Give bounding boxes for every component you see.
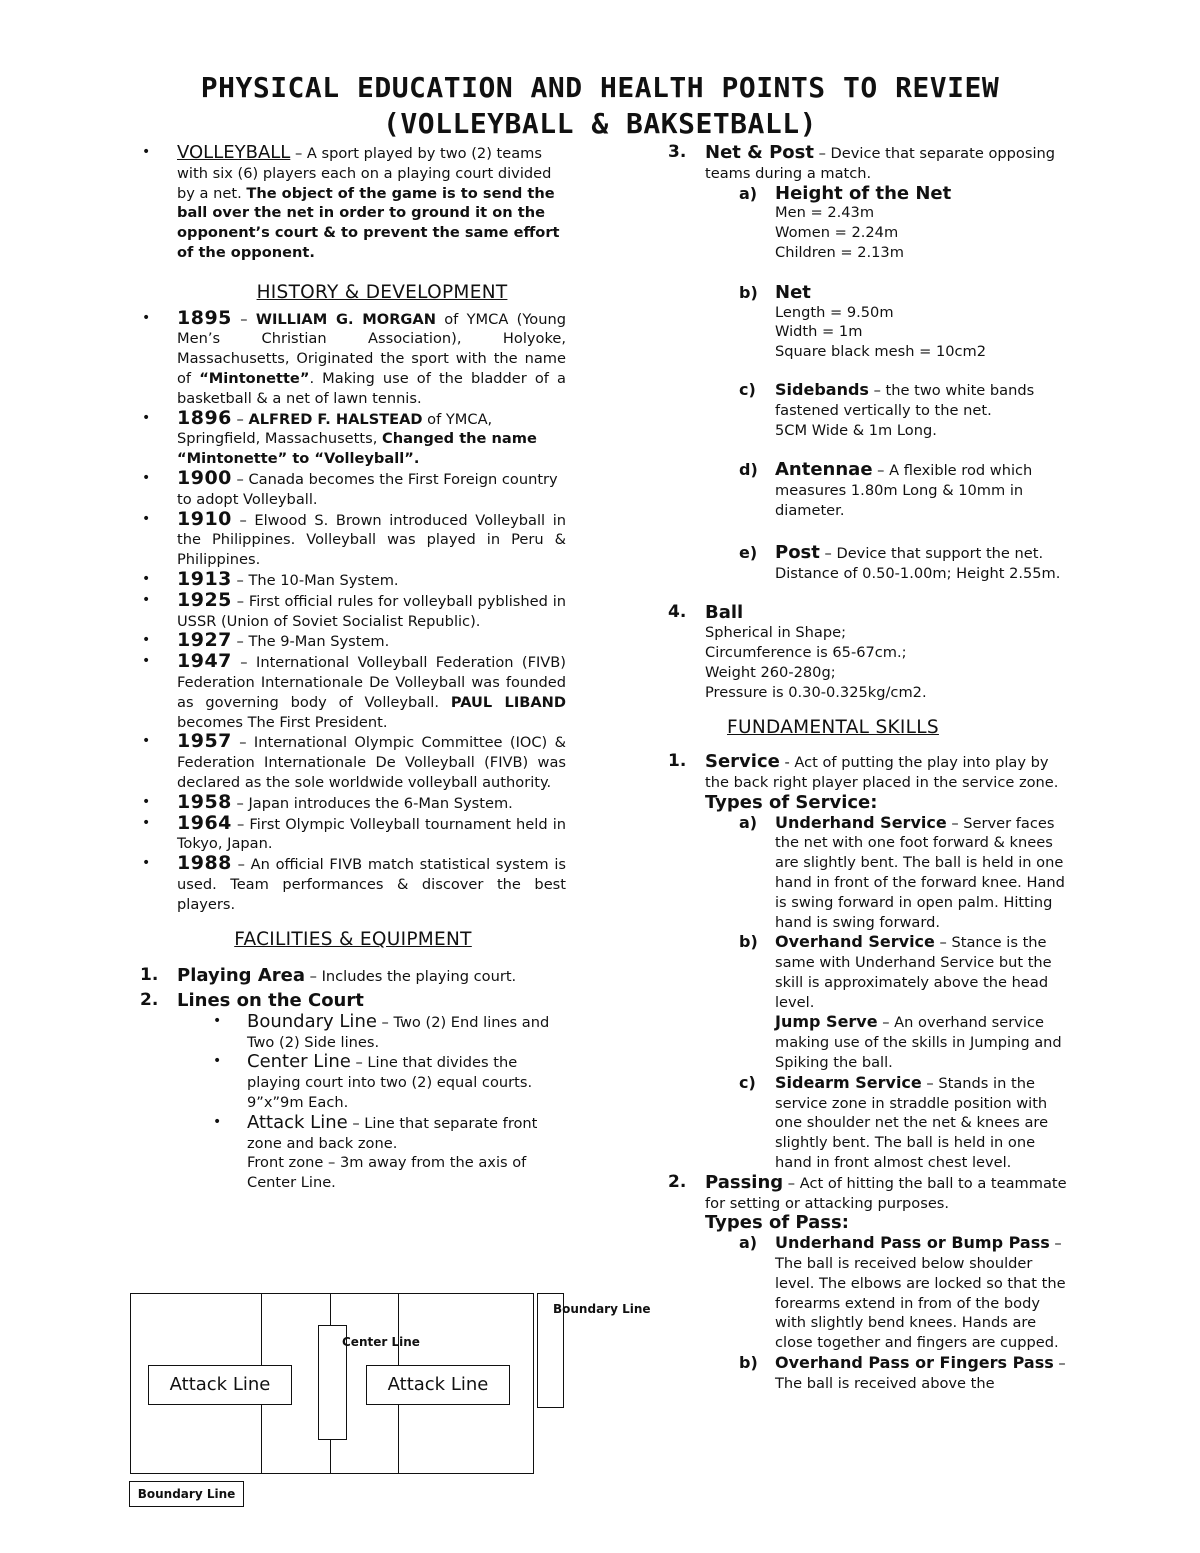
history-list <box>140 306 567 915</box>
history-year: 1988 <box>177 852 232 875</box>
sub-label: e) <box>739 542 758 562</box>
facility-title: Lines on the Court <box>177 990 364 1012</box>
history-name: ALFRED F. HALSTEAD <box>248 410 423 428</box>
history-text: Japan introduces the 6-Man System. <box>248 794 513 812</box>
history-sep: – <box>231 410 249 428</box>
history-year: 1958 <box>177 790 232 813</box>
service-type-b <box>668 932 1068 1073</box>
sub-title: Underhand Service <box>775 812 947 832</box>
history-text: Canada becomes the First Foreign country to adopt Volleyball. <box>177 470 558 508</box>
sub-line: Men = 2.43m <box>775 204 875 222</box>
service-item <box>668 752 1068 812</box>
intro-term: VOLLEYBALL <box>177 142 291 163</box>
history-item <box>140 567 566 591</box>
history-sep: – <box>231 856 251 874</box>
history-item <box>140 466 566 510</box>
bullet-icon: • <box>142 510 151 527</box>
sub-text: – A flexible rod which measures 1.80m Long & 10mm in diameter. <box>775 462 1033 519</box>
history-item <box>140 854 566 914</box>
item-number: 2. <box>140 990 159 1011</box>
history-item <box>140 631 566 652</box>
history-year: 1895 <box>177 306 232 329</box>
history-item <box>140 588 567 632</box>
net-sub-e <box>668 543 1068 584</box>
history-year: 1927 <box>177 629 232 652</box>
sub-text: – An overhand service making use of the skills in Jumping and Spiking the ball. <box>775 1014 1062 1072</box>
boundary-line-label-bottom: Boundary Line <box>129 1481 244 1507</box>
sub-line: Distance of 0.50-1.00m; Height 2.55m. <box>775 564 1061 582</box>
item-number: 1. <box>140 965 159 986</box>
item-number: 4. <box>668 602 687 623</box>
bullet-icon: • <box>142 855 151 872</box>
history-year: 1957 <box>177 730 232 753</box>
history-sep: – <box>231 571 249 589</box>
pass-type-b <box>668 1353 1068 1394</box>
bullet-icon: • <box>142 814 151 831</box>
title-line-2: (VOLLEYBALL & BAKSETBALL) <box>383 107 817 140</box>
sub-line: Width = 1m <box>775 323 863 341</box>
history-year: 1964 <box>177 811 232 834</box>
bullet-icon: • <box>142 632 151 649</box>
sub-line: Children = 2.13m <box>775 243 904 261</box>
sub-label: b) <box>739 282 758 302</box>
history-text: Elwood S. Brown introduced Volleyball in the Philippines. Volleyball was played in Peru & Philippines. <box>177 511 566 569</box>
history-item <box>140 507 566 570</box>
bullet-icon: • <box>213 1113 222 1130</box>
sub-title: Overhand Service <box>775 932 935 952</box>
sub-title: Net <box>775 281 811 303</box>
line-name: Attack Line <box>247 1111 348 1133</box>
service-text: - Act of putting the play into play by the back right player placed in the service zone. <box>705 754 1059 791</box>
history-text: First official rules for volleyball pyblished in USSR (Union of Soviet Socialist Republic). <box>177 592 567 630</box>
sub-line: Square black mesh = 10cm2 <box>775 343 987 361</box>
line-item-center <box>140 1052 561 1112</box>
line-item-boundary <box>140 1012 571 1053</box>
item-number: 3. <box>668 142 687 162</box>
item-number: 1. <box>668 751 687 772</box>
history-item <box>140 306 566 409</box>
net-sub-b <box>668 283 1068 362</box>
history-year: 1947 <box>177 650 232 673</box>
history-sep: – <box>231 815 250 833</box>
service-title: Service <box>705 751 780 773</box>
ball-line: Weight 260-280g; <box>705 663 836 681</box>
passing-title: Passing <box>705 1171 784 1193</box>
attack-line-label-right: Attack Line <box>366 1365 510 1405</box>
bullet-icon: • <box>142 309 151 326</box>
bullet-icon: • <box>142 469 151 486</box>
service-types-heading: Types of Service: <box>705 791 878 813</box>
skills-heading: FUNDAMENTAL SKILLS <box>727 717 939 739</box>
sub-label: c) <box>739 379 756 399</box>
ball-title: Ball <box>705 602 744 624</box>
sub-title: Sidearm Service <box>775 1072 922 1092</box>
passing-text: – Act of hitting the ball to a teammate for setting or attacking purposes. <box>705 1174 1067 1212</box>
sub-title: Post <box>775 541 820 563</box>
net-sub-d <box>668 460 1068 520</box>
history-year: 1910 <box>177 507 232 530</box>
net-post-title: Net & Post <box>705 142 814 163</box>
sub-label: b) <box>739 1353 758 1373</box>
history-text: International Volleyball Federation (FIVB) Federation Internationale De Volleyball was founded as governing body of Volleyball. <box>177 654 566 711</box>
sub-title: Height of the Net <box>775 182 952 204</box>
history-sep: – <box>231 592 249 610</box>
history-text: An official FIVB match statistical system is used. Team performances & discover the best players. <box>177 856 566 913</box>
sub-label: a) <box>739 812 758 832</box>
history-sep: – <box>231 794 249 812</box>
net-sub-c <box>668 380 1068 440</box>
bullet-icon: • <box>142 144 151 160</box>
history-text: of YMCA, Springfield, Massachusetts, <box>177 410 493 448</box>
facility-item-2 <box>140 991 566 1012</box>
sub-text: – the two white bands fastened vertically to the net. <box>775 381 1035 419</box>
passing-item <box>668 1173 1068 1233</box>
bullet-icon: • <box>142 591 151 608</box>
net-post-text: – Device that separate opposing teams during a match. <box>705 145 1056 182</box>
sub-title: Antennae <box>775 459 873 481</box>
history-text: International Olympic Committee (IOC) & Federation Internationale De Volleyball (FIVB) was declared as the sole worldwide volleyball authority. <box>177 734 566 791</box>
passing-types-heading: Types of Pass: <box>705 1212 849 1234</box>
ball-line: Pressure is 0.30-0.325kg/cm2. <box>705 683 927 701</box>
history-sep: – <box>231 511 255 529</box>
bullet-icon: • <box>142 733 151 750</box>
history-sep: – <box>231 654 257 672</box>
bullet-icon: • <box>142 653 151 670</box>
pass-type-a <box>668 1233 1068 1353</box>
sub-label: c) <box>739 1072 756 1092</box>
history-sep: – <box>231 310 256 328</box>
history-item <box>140 732 566 792</box>
line-text: – Two (2) End lines and Two (2) Side lines. <box>247 1013 550 1051</box>
center-line-label: Center Line <box>342 1335 420 1349</box>
intro-text: – A sport played by two (2) teams with six (6) players each on a playing court divided by a net. <box>177 145 552 202</box>
service-type-a <box>668 813 1068 933</box>
history-text: The 9-Man System. <box>248 633 390 651</box>
line-text: – Line that divides the playing court into two (2) equal courts. 9”x”9m Each. <box>247 1054 533 1112</box>
history-bold: PAUL LIBAND <box>450 693 566 711</box>
sub-text: – Stance is the same with Underhand Service but the skill is approximately above the head level. <box>775 934 1052 1011</box>
history-item <box>140 406 566 469</box>
line-name: Boundary Line <box>247 1010 377 1032</box>
history-text: The 10-Man System. <box>248 571 399 589</box>
facilities-heading: FACILITIES & EQUIPMENT <box>234 929 472 951</box>
history-text2: becomes The First President. <box>177 713 388 731</box>
bullet-icon: • <box>213 1012 222 1029</box>
history-item <box>140 652 566 732</box>
ball-line: Spherical in Shape; <box>705 624 847 642</box>
sub-line: 5CM Wide & 1m Long. <box>775 421 937 439</box>
history-sep: – <box>231 470 249 488</box>
ball-line: Circumference is 65-67cm.; <box>705 643 907 661</box>
attack-line-label-left: Attack Line <box>148 1365 292 1405</box>
net-post-item <box>668 143 1068 184</box>
left-column <box>140 143 566 1193</box>
sub-label: a) <box>739 183 758 203</box>
history-name: WILLIAM G. MORGAN <box>255 310 436 328</box>
title-line-1: PHYSICAL EDUCATION AND HEALTH POINTS TO REVIEW <box>200 71 1000 104</box>
sub-line: Length = 9.50m <box>775 303 894 321</box>
history-item <box>140 811 566 855</box>
history-sep: – <box>231 734 254 752</box>
history-year: 1913 <box>177 567 232 590</box>
sub-text: – Stands in the service zone in straddle position with one shoulder net the net & knees are slightly bent. The ball is held in one hand in front almost chest level. <box>775 1074 1049 1172</box>
line-extra: Front zone – 3m away from the axis of Center Line. <box>247 1154 527 1192</box>
bullet-icon: • <box>213 1053 222 1070</box>
page-title <box>0 70 1200 142</box>
sub-text: – Device that support the net. <box>819 544 1044 562</box>
sub-text: – The ball is received below shoulder level. The elbows are locked so that the forearms extend in from of the body with slightly bend knees. Hands are close together and fingers are cupped. <box>775 1235 1066 1352</box>
history-year: 1896 <box>177 406 232 429</box>
boundary-line-label-right: Boundary Line <box>553 1302 651 1316</box>
history-heading: HISTORY & DEVELOPMENT <box>256 281 508 303</box>
history-text: First Olympic Volleyball tournament held in Tokyo, Japan. <box>177 815 566 853</box>
bullet-icon: • <box>142 409 151 426</box>
history-year: 1900 <box>177 466 232 489</box>
line-item-attack <box>140 1113 561 1193</box>
sub-title: Jump Serve <box>775 1012 878 1032</box>
history-text2: . Making use of the bladder of a basketball & a net of lawn tennis. <box>177 369 566 407</box>
intro-bold: The object of the game is to send the ball over the net in order to ground it on the opponent’s court & to prevent the same effort of the opponent. <box>177 184 560 261</box>
right-column <box>668 143 1068 1394</box>
sub-line: Women = 2.24m <box>775 224 899 242</box>
sub-label: b) <box>739 932 758 952</box>
sub-text: – Server faces the net with one foot forward & knees are slightly bent. The ball is held in one hand in front of the forward knee. Hand is swing forward in open palm. Hitting hand is swing forward. <box>775 814 1065 931</box>
facility-item-1 <box>140 966 566 987</box>
ball-item <box>668 603 1068 702</box>
history-bold: Changed the name “Mintonette” to “Volleyball”. <box>177 430 537 468</box>
line-text: – Line that separate front zone and back zone. <box>247 1114 538 1152</box>
bullet-icon: • <box>142 570 151 587</box>
service-type-c <box>668 1073 1068 1173</box>
sub-text: – The ball is received above the <box>775 1355 1066 1392</box>
sub-title: Underhand Pass or Bump Pass <box>775 1233 1050 1253</box>
history-text: of YMCA (Young Men’s Christian Association), Holyoke, Massachusetts, Originated the sport with the name of <box>177 310 566 387</box>
bullet-icon: • <box>142 793 151 810</box>
item-number: 2. <box>668 1171 687 1192</box>
facility-title: Playing Area <box>177 965 305 987</box>
net-sub-a <box>668 184 1068 263</box>
facility-text: – Includes the playing court. <box>305 968 517 986</box>
sub-label: a) <box>739 1233 758 1253</box>
intro-item <box>140 143 566 263</box>
line-name: Center Line <box>247 1051 351 1073</box>
history-item <box>140 790 566 814</box>
history-bold: “Mintonette” <box>199 369 310 387</box>
sub-label: d) <box>739 460 758 480</box>
history-year: 1925 <box>177 588 232 611</box>
history-sep: – <box>231 633 249 651</box>
sub-title: Sidebands <box>775 379 869 399</box>
sub-title: Overhand Pass or Fingers Pass <box>775 1353 1054 1373</box>
